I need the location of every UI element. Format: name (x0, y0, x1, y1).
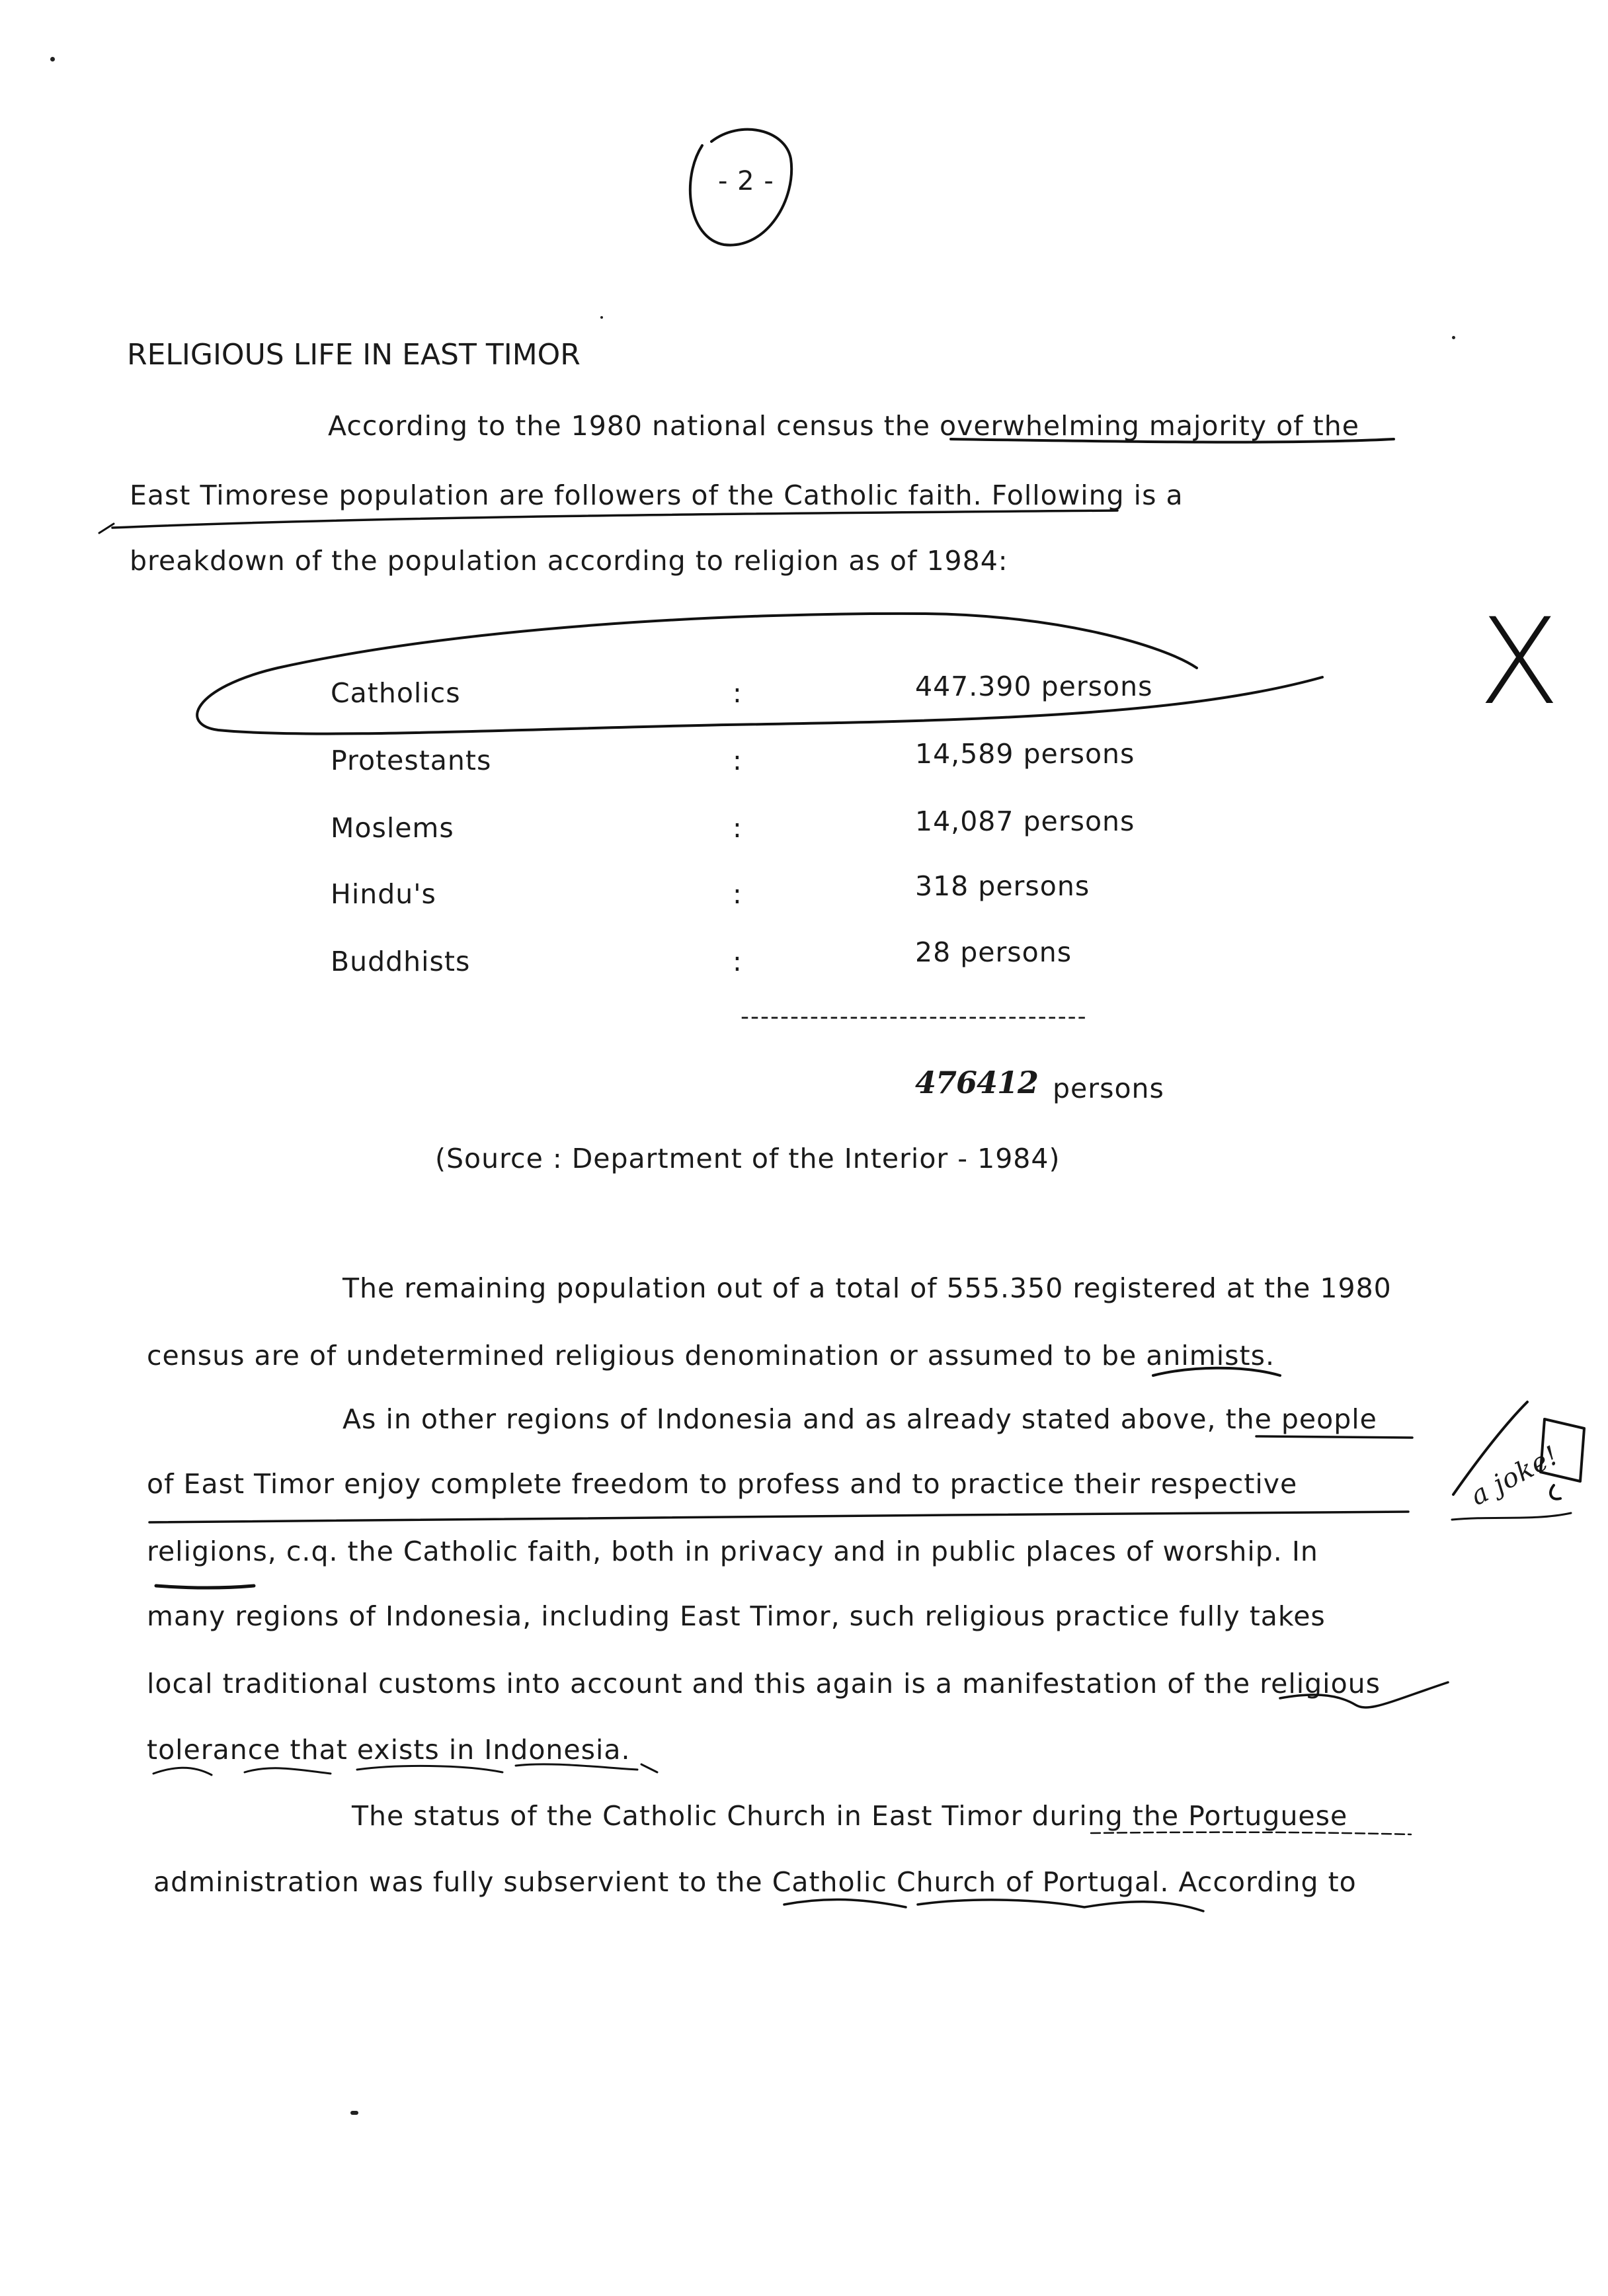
pen-tick (99, 524, 114, 533)
margin-note: a joke! (1465, 1440, 1564, 1512)
row-label: Protestants (331, 745, 492, 776)
row-value: 318 persons (915, 870, 1090, 902)
intro-line-1: According to the 1980 national census the overwhelming majority of the (328, 410, 1359, 442)
row-value: 28 persons (915, 936, 1072, 968)
para2-line-3: religions, c.q. the Catholic faith, both in privacy and in public places of worship. In (147, 1536, 1318, 1567)
row-label: Hindu's (331, 878, 436, 910)
row-value: 14,087 persons (915, 805, 1135, 837)
table-source: (Source : Department of the Interior - 1984) (435, 1143, 1061, 1174)
ink-speck (1452, 336, 1455, 339)
ink-speck (600, 316, 603, 319)
total-unit: persons (1053, 1073, 1164, 1104)
row-label: Catholics (331, 677, 461, 709)
underline-freedom (149, 1512, 1408, 1522)
ink-speck (350, 2111, 358, 2115)
para3-line-1: The status of the Catholic Church in East Timor during the Portuguese (352, 1800, 1348, 1832)
row-value: 14,589 persons (915, 738, 1135, 770)
para1-line-1: The remaining population out of a total of 555.350 registered at the 1980 (342, 1272, 1392, 1304)
para2-line-1: As in other regions of Indonesia and as already stated above, the people (342, 1403, 1377, 1435)
intro-line-3: breakdown of the population according to religion as of 1984: (130, 545, 1008, 577)
row-label: Moslems (331, 812, 454, 844)
para2-line-5: local traditional customs into account and this again is a manifestation of the religious (147, 1668, 1381, 1700)
total-number: 476412 (915, 1065, 1039, 1100)
margin-note-underline (1452, 1513, 1571, 1520)
catholics-lasso (197, 614, 1322, 734)
ink-speck (50, 57, 55, 62)
row-separator: : (733, 878, 743, 910)
para1-line-2: census are of undetermined religious denomination or assumed to be animists. (147, 1340, 1275, 1372)
row-separator: : (733, 677, 743, 709)
row-separator: : (733, 745, 743, 776)
wavy-church-portugal (784, 1899, 1203, 1911)
para2-line-6: tolerance that exists in Indonesia. (147, 1734, 631, 1766)
para3-line-2: administration was fully subservient to the Catholic Church of Portugal. According to (153, 1866, 1357, 1898)
underline-catholic-faith (112, 511, 1117, 528)
margin-cross-mark: X (1478, 593, 1561, 731)
wavy-tolerance (153, 1764, 657, 1775)
page-title: RELIGIOUS LIFE IN EAST TIMOR (127, 338, 581, 372)
row-label: Buddhists (331, 946, 471, 977)
row-value: 447.390 persons (915, 671, 1153, 702)
row-separator: : (733, 946, 743, 977)
page-number: - 2 - (718, 166, 774, 196)
underline-people (1256, 1436, 1412, 1438)
underline-religions (156, 1586, 254, 1588)
underline-portuguese (1091, 1832, 1411, 1834)
total-divider: ----------------------------------- (741, 1003, 1088, 1030)
para2-line-2: of East Timor enjoy complete freedom to profess and to practice their respective (147, 1468, 1298, 1500)
row-separator: : (733, 812, 743, 844)
intro-line-2: East Timorese population are followers of the Catholic faith. Following is a (130, 479, 1184, 511)
para2-line-4: many regions of Indonesia, including East Timor, such religious practice fully takes (147, 1600, 1326, 1632)
